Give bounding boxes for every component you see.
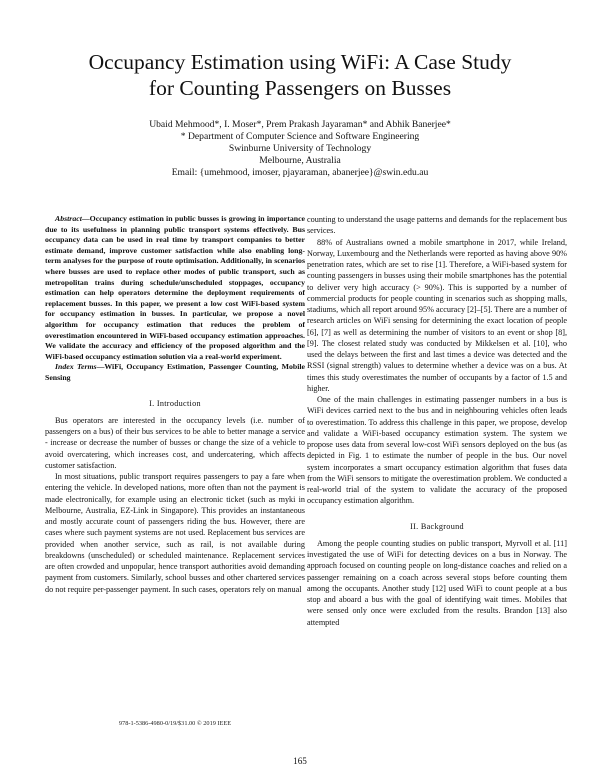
- title-line-1: Occupancy Estimation using WiFi: A Case Study: [88, 50, 512, 74]
- intro-paragraph-4: One of the main challenges in estimating passenger numbers in a bus is WiFi devices carried next to the bus and in neighbouring vehicles often leads to overestimation. To address this challenge in this paper, we propose, develop and validate a WiFi-based occupancy estimation system. The system we propose uses data from several low-cost WiFi sensors deployed on the bus (as depicted in Fig. 1 to estimate the number of people in the bus. Our novel system incorporates a smart occupancy estimation algorithm that fuses data from the WiFi sensors to mitigate the overestimation problem. We conducted a real-world trial of the system to validate the accuracy of the proposed occupancy estimation algorithm.: [307, 395, 567, 506]
- intro-paragraph-continued: counting to understand the usage patterns and demands for the replacement bus services.: [307, 215, 567, 236]
- affiliation-university: Swinburne University of Technology: [228, 143, 372, 154]
- intro-paragraph-2: In most situations, public transport requires passengers to pay a fare when entering the vehicle. In developed nations, more often than not the payment is made electronically, for example using an electronic ticket (such as myki in Melbourne, Australia, EZ-Link in Singapore). This provides an instantaneous and mostly accurate count of passengers riding the bus. However, there are cases where such payment systems are not used. Replacement bus services are provided when another service, such as rail, is not available during breakdowns (unscheduled) or scheduled maintenance. Replacement services are often crowded and unpopular, hence transport authorities avoid demanding payment from customers. Similarly, school busses and other chartered services do not require per-passenger payment. In such cases, operators rely on manual: [45, 472, 305, 594]
- abstract-label: Abstract: [55, 214, 82, 223]
- index-terms: [45, 362, 305, 383]
- affiliation-department: * Department of Computer Science and Software Engineering: [180, 131, 420, 142]
- index-terms-label: Index Terms: [55, 362, 97, 372]
- left-column: [45, 214, 305, 595]
- intro-paragraph-1: Bus operators are interested in the occupancy levels (i.e. number of passengers on a bus) of their bus services to be able to better manage a service - increase or decrease the number of busses or change the size of a vehicle to avoid overcatering, which increases cost, and undercatering, which affects customer satisfaction.: [45, 415, 305, 470]
- abstract: [45, 214, 305, 362]
- right-column: [307, 214, 567, 628]
- page-number: 165: [293, 756, 307, 766]
- title-line-2: for Counting Passengers on Busses: [148, 76, 452, 100]
- section-heading-introduction: I. Introduction: [149, 398, 201, 408]
- copyright-notice: 978-1-5386-4980-0/19/$31.00 © 2019 IEEE: [118, 720, 232, 727]
- abstract-text: —Occupancy estimation in public busses is growing in importance due to its usefulness in planning public transport systems effectively. Bus occupancy data can be used in real time by transport companies to better estimate demand, improve customer satisfaction while also enabling long-term analyses for the purpose of route optimisation. Additionally, in scenarios where busses are used to replace other modes of public transport, such as metropolitan trains during schedule/unscheduled stoppages, occupancy estimation can help operators determine the deployment requirements of replacement busses. In this paper, we present a low cost WiFi-based system for occupancy estimation in busses. In particular, we propose a novel algorithm for occupancy estimation that reduces the problem of overestimation encountered in WiFi-based occupancy estimation approaches. We validate the accuracy and efficiency of the proposed algorithm and the WiFi-based occupancy estimation solution via a real-world experiment.: [45, 214, 305, 361]
- intro-paragraph-3: 88% of Australians owned a mobile smartphone in 2017, while Ireland, Norway, Luxembourg and the Netherlands were reported as having above 90% penetration rates, which are set to rise [1]. Therefore, a WiFi-based system for counting passengers in busses using their mobile smartphones has the potential to deliver very high accuracy (> 90%). This is supported by a number of commercial products for people counting in scenarios such as shopping malls, stadiums, which all report around 95% accuracy [2]–[5]. There are a number of research articles on WiFi sensing for determining the exact location of people [6], [7] as well as determining the number of visitors to an event or shop [8], [9]. The closest related study was conducted by Mikkelsen et al. [10], who used the delays between the first and last times a device was detected and the RSSI (signal strength) values to determine whether a device was on a bus. At times this study overestimates the number of occupants by a factor of 1.5 and higher.: [307, 237, 567, 393]
- index-terms-text: —WiFi, Occupancy Estimation, Passenger Counting, Mobile Sensing: [45, 362, 306, 382]
- section-heading-background: II. Background: [410, 521, 464, 531]
- author-emails: Email: {umehmood, imoser, pjayaraman, abanerjee}@swin.edu.au: [171, 167, 429, 178]
- paper-title: [30, 49, 570, 101]
- affiliation-location: Melbourne, Australia: [259, 155, 341, 166]
- background-paragraph-1: Among the people counting studies on public transport, Myrvoll et al. [11] investigated the use of WiFi for detecting devices on a bus in Norway. The approach focused on counting people on long-distance coaches and relied on a passenger remaining on a coach across several stops before counting them among the occupants. Another study [12] used WiFi to count people at a bus stop and aboard a bus with the goal of identifying wait times. Mobiles that were sensed only once were excluded from the results. Brandon [13] also attempted: [307, 538, 567, 627]
- author-block: [30, 119, 570, 179]
- author-names: Ubaid Mehmood*, I. Moser*, Prem Prakash Jayaraman* and Abhik Banerjee*: [149, 119, 451, 130]
